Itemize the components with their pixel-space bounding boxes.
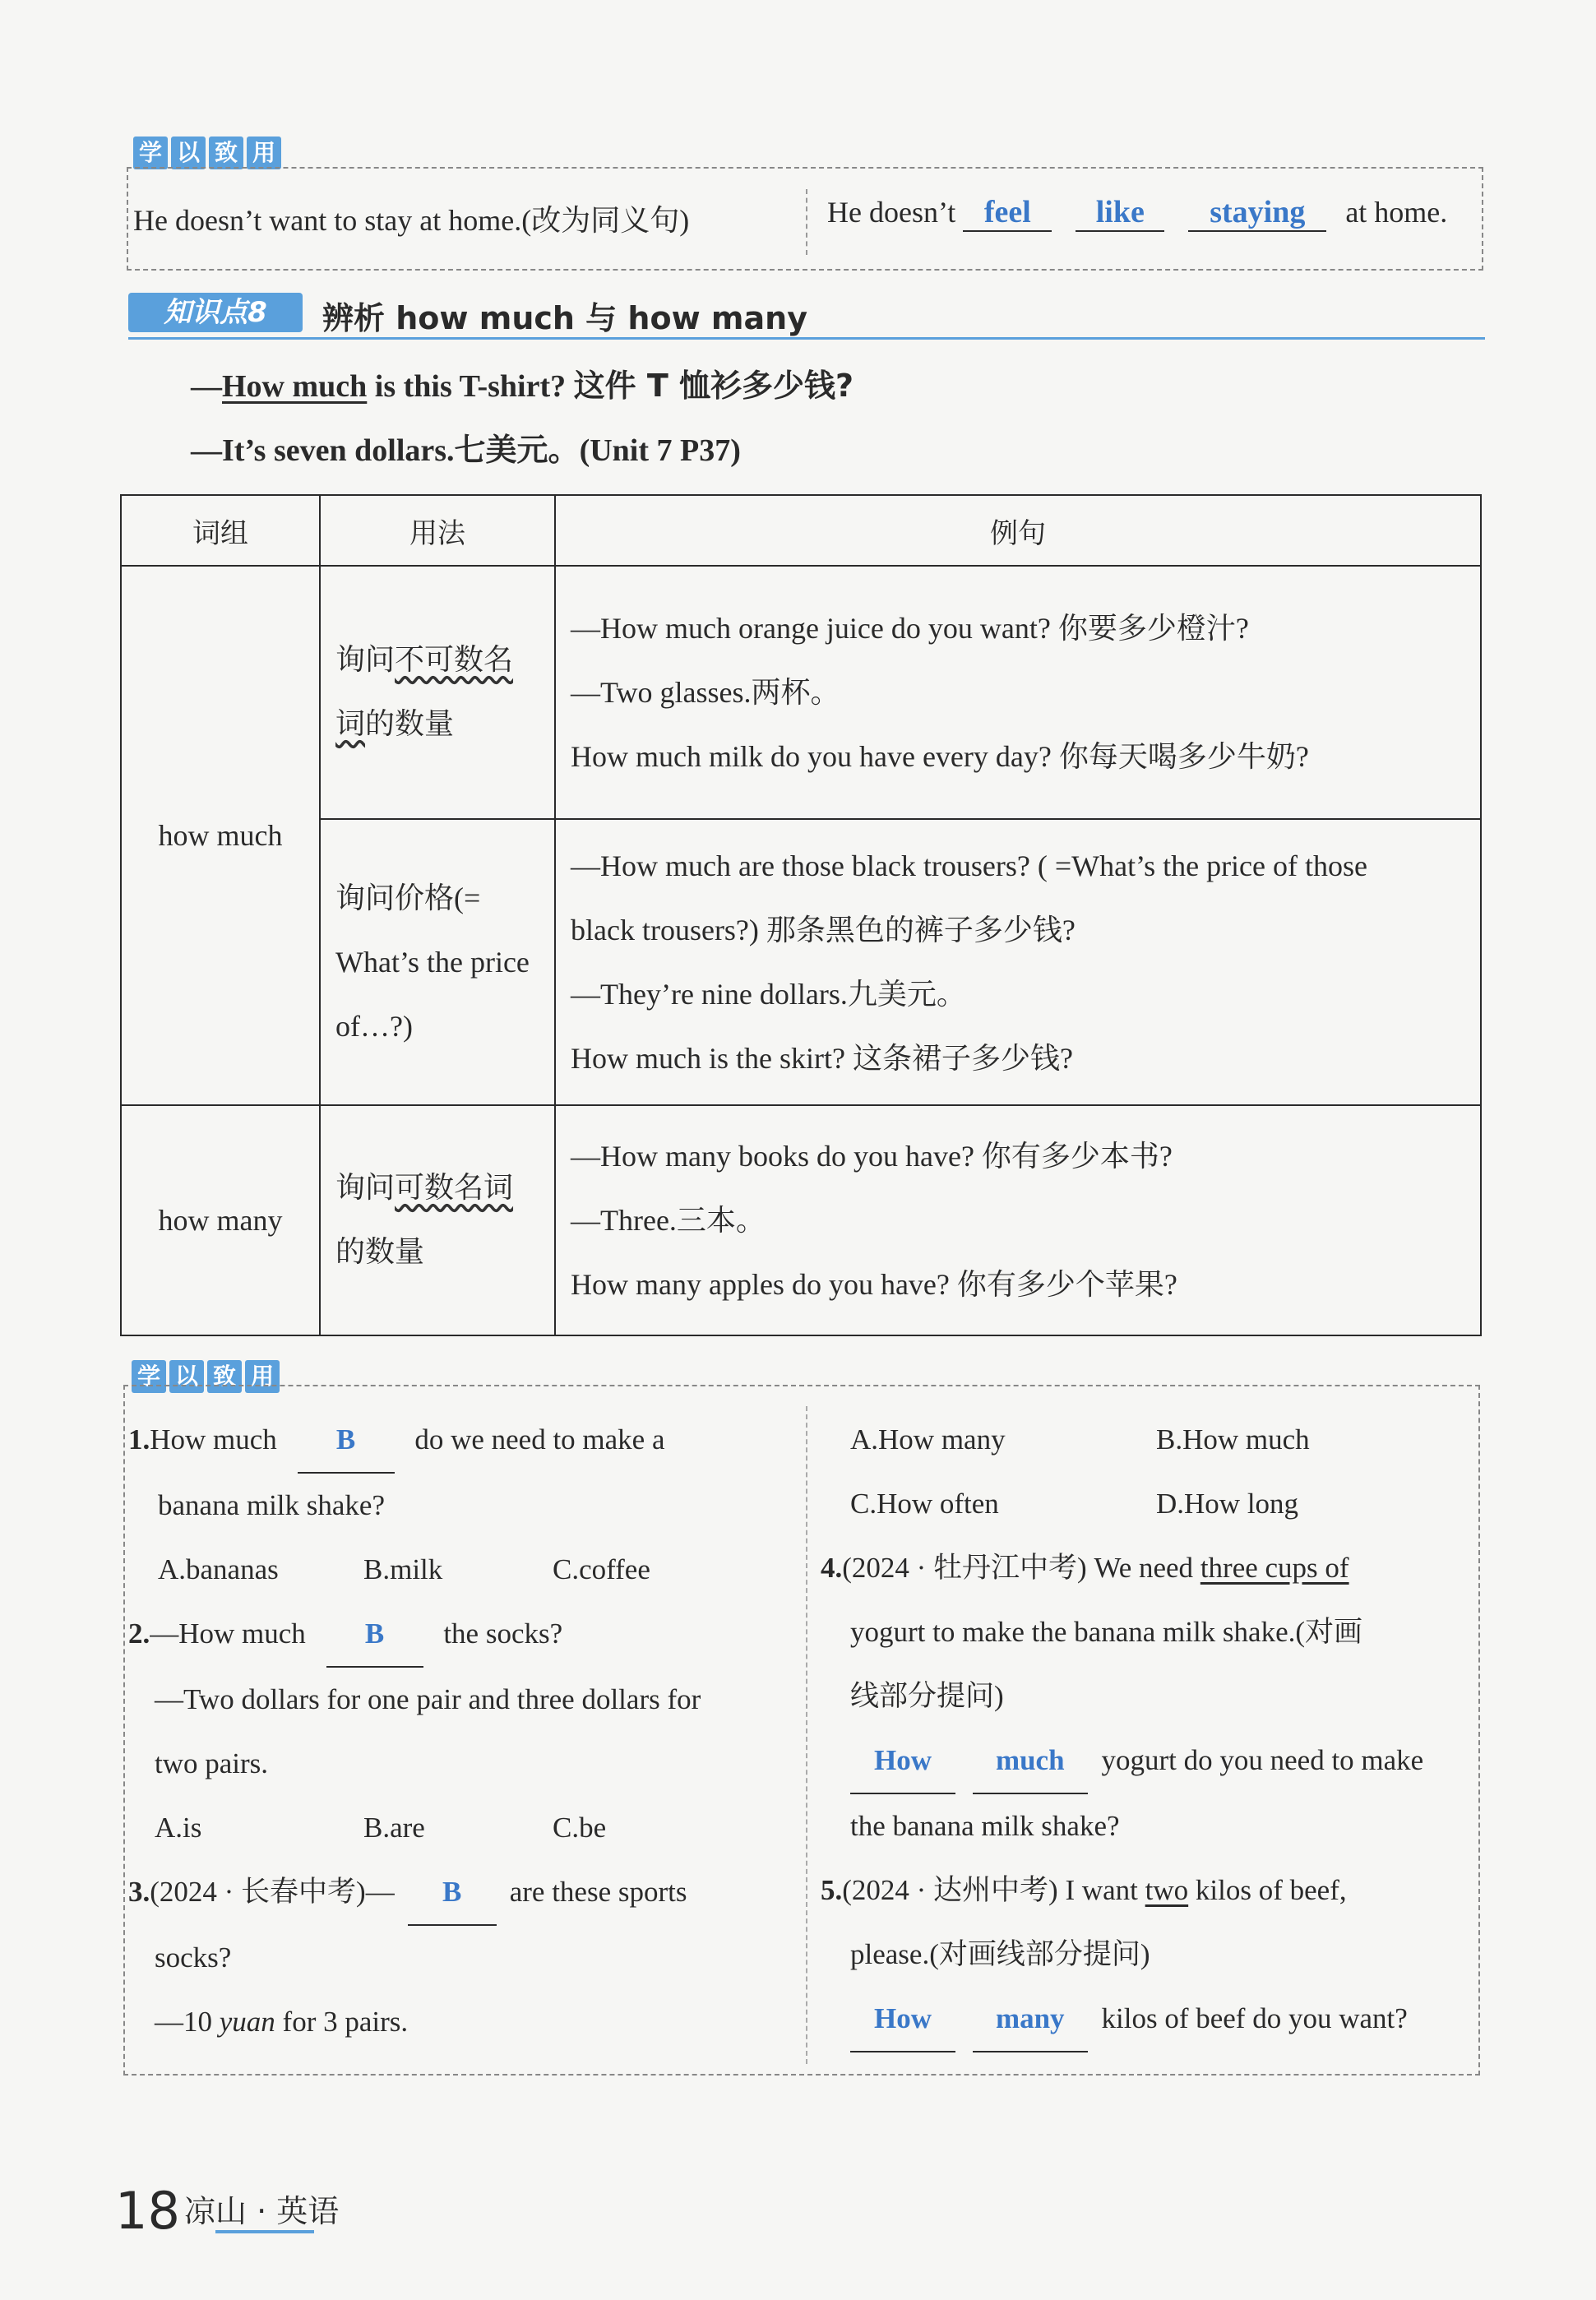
question-3-options	[850, 1408, 1475, 1536]
answer-blank: How	[850, 1987, 955, 2052]
knowledge-example-1: —How much is this T-shirt? 这件 T 恤衫多少钱?	[191, 368, 854, 404]
example-cell: —How much orange juice do you want? 你要多少橙汁? —Two glasses.两杯。 How much milk do you have every day? 你每天喝多少牛奶?	[555, 566, 1481, 819]
phrase-how-many: how many	[121, 1105, 320, 1335]
option: C.How often	[850, 1488, 999, 1520]
header-example: 例句	[555, 495, 1481, 566]
usage-cell: 询问不可数名 词的数量	[320, 566, 555, 819]
answer-blank: B	[408, 1860, 497, 1926]
option: A.How many	[850, 1423, 1006, 1455]
option: A.is	[155, 1812, 202, 1844]
option: B.How much	[1156, 1423, 1310, 1455]
knowledge-badge: 知识点8	[128, 293, 303, 332]
knowledge-title: 辨析 how much 与 how many	[322, 300, 807, 336]
usage-cell: 询问价格(= What’s the price of…?)	[320, 819, 555, 1105]
usage-cell: 询问可数名词 的数量	[320, 1105, 555, 1335]
answer-blank: How	[850, 1728, 955, 1794]
table-row	[121, 1105, 1481, 1335]
knowledge-rule	[128, 337, 1485, 340]
example-cell: —How much are those black trousers? ( =What’s the price of those black trousers?) 那条黑色的裤子多少钱? —They’re nine dollars.九美元。 How much is the skirt? 这条裙子多少钱?	[555, 819, 1481, 1105]
knowledge-example-2: —It’s seven dollars.七美元。(Unit 7 P37)	[191, 432, 741, 468]
option: A.bananas	[158, 1553, 279, 1585]
answer-blank: staying	[1188, 194, 1326, 232]
question-1: 1.How much B do we need to make a banana milk shake? A.bananas B.milk C.coffee 2.—How much B the socks? —Two dollars for one pair and three dollars for two pairs. A.is B.are C.be 3.(2024 · 长春中考)— B are these sports socks? —10 yuan for 3 pairs.	[128, 1408, 778, 2054]
phrase-how-much: how much	[121, 566, 320, 1105]
option: C.coffee	[553, 1553, 650, 1585]
footer-label: 凉山 · 英语	[184, 2193, 340, 2229]
page-number: 18	[115, 2181, 180, 2241]
option: B.milk	[363, 1553, 443, 1585]
footer-rule	[215, 2230, 314, 2233]
practice-tag-2: 学 以 致 用	[132, 1360, 280, 1393]
table-row	[121, 819, 1481, 1105]
practice-tag-1: 学 以 致 用	[133, 137, 281, 169]
answer-blank: feel	[963, 194, 1052, 232]
answer-blank: like	[1076, 194, 1164, 232]
answer-blank: B	[298, 1408, 395, 1474]
answer-blank: B	[326, 1602, 423, 1668]
rewrite-question: He doesn’t want to stay at home.(改为同义句)	[133, 204, 690, 237]
header-phrase: 词组	[121, 495, 320, 566]
header-usage: 用法	[320, 495, 555, 566]
option: D.How long	[1156, 1488, 1299, 1520]
table-row	[121, 566, 1481, 819]
question-4: 4.(2024 · 牡丹江中考) We need three cups of yogurt to make the banana milk shake.(对画 线部分提问) How much yogurt do you need to make the banana milk shake? 5.(2024 · 达州中考) I want two kilos of beef, please.(对画线部分提问) How many kilos of beef do you want?	[821, 1536, 1478, 2052]
divider	[806, 189, 807, 255]
comparison-table	[120, 494, 1482, 1336]
answer-blank: much	[973, 1728, 1088, 1794]
option: C.be	[553, 1812, 607, 1844]
example-cell: —How many books do you have? 你有多少本书? —Three.三本。 How many apples do you have? 你有多少个苹果?	[555, 1105, 1481, 1335]
table-header-row	[121, 495, 1481, 566]
option: B.are	[363, 1812, 425, 1844]
column-divider	[806, 1406, 807, 2064]
rewrite-answer: He doesn’t feel like staying at home.	[827, 194, 1447, 232]
answer-blank: many	[973, 1987, 1088, 2052]
